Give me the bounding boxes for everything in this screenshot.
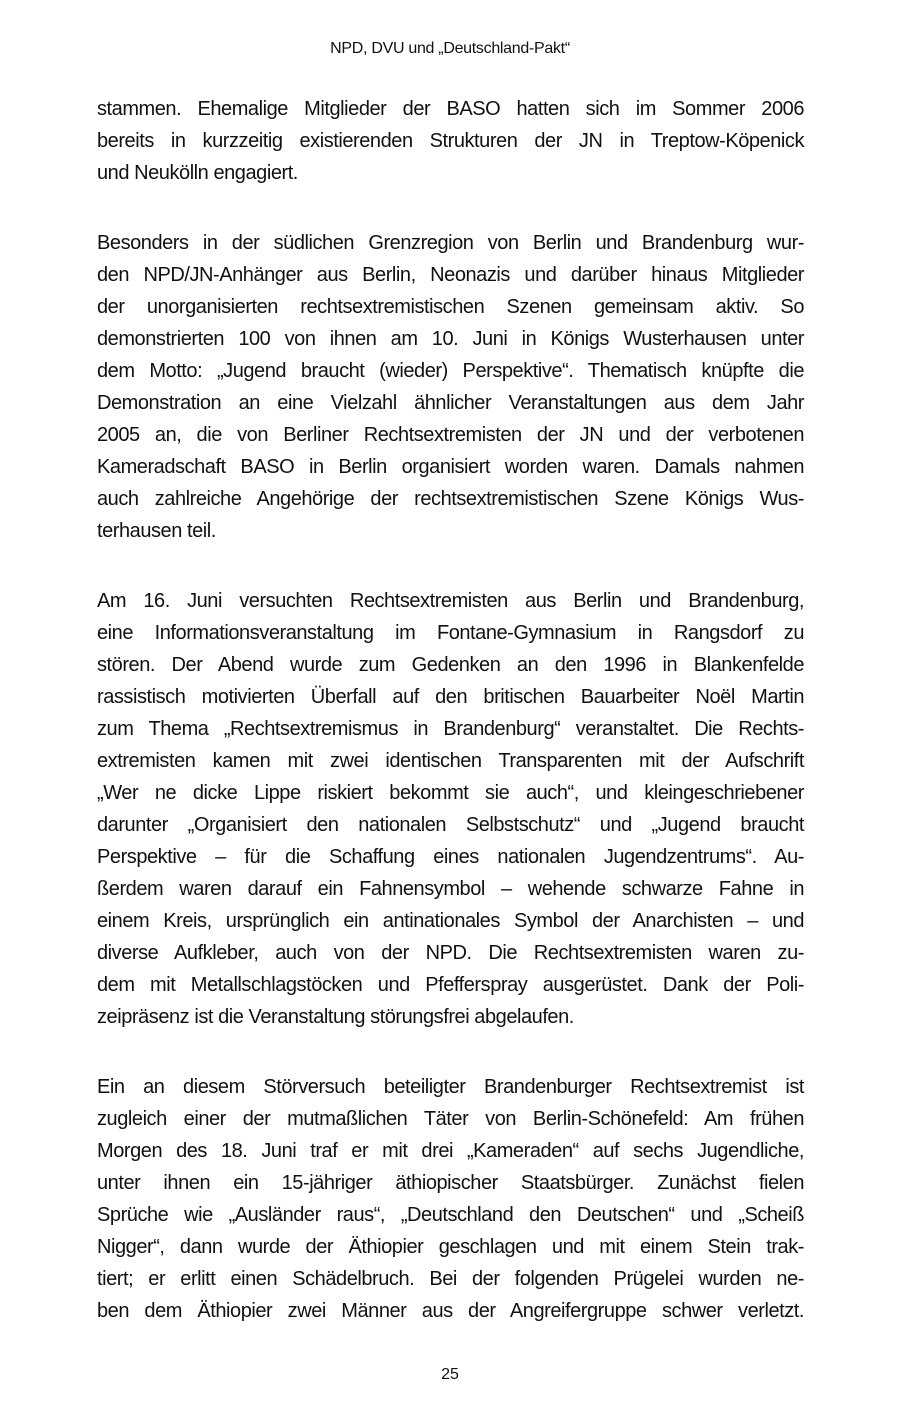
text-line: dem mit Metallschlagstöcken und Pfefferspray ausgerüstet. Dank der Poli- [97, 974, 804, 996]
text-line: dem Motto: „Jugend braucht (wieder) Perspektive“. Thematisch knüpfte die [97, 360, 804, 382]
paragraph [97, 585, 804, 1033]
text-line: diverse Aufkleber, auch von der NPD. Die Rechtsextremisten waren zu- [97, 942, 804, 964]
text-line: stören. Der Abend wurde zum Gedenken an den 1996 in Blankenfelde [97, 654, 804, 676]
text-line: den NPD/JN-Anhänger aus Berlin, Neonazis und darüber hinaus Mitglieder [97, 264, 804, 286]
text-line: darunter „Organisiert den nationalen Selbstschutz“ und „Jugend braucht [97, 814, 804, 836]
text-line: Kameradschaft BASO in Berlin organisiert worden waren. Damals nahmen [97, 456, 804, 478]
text-line: Morgen des 18. Juni traf er mit drei „Kameraden“ auf sechs Jugendliche, [97, 1140, 804, 1162]
text-line: terhausen teil. [97, 520, 216, 542]
text-line: Nigger“, dann wurde der Äthiopier geschlagen und mit einem Stein trak- [97, 1236, 804, 1258]
text-line: demonstrierten 100 von ihnen am 10. Juni in Königs Wusterhausen unter [97, 328, 804, 350]
paragraph [97, 1071, 804, 1327]
text-line: auch zahlreiche Angehörige der rechtsextremistischen Szene Königs Wus- [97, 488, 804, 510]
text-line: stammen. Ehemalige Mitglieder der BASO hatten sich im Sommer 2006 [97, 98, 804, 120]
text-line: 2005 an, die von Berliner Rechtsextremisten der JN und der verbotenen [97, 424, 804, 446]
text-line: Am 16. Juni versuchten Rechtsextremisten aus Berlin und Brandenburg, [97, 590, 804, 612]
text-line: tiert; er erlitt einen Schädelbruch. Bei der folgenden Prügelei wurden ne- [97, 1268, 804, 1290]
text-line: eine Informationsveranstaltung im Fontane-Gymnasium in Rangsdorf zu [97, 622, 804, 644]
text-line: und Neukölln engagiert. [97, 162, 298, 184]
text-line: bereits in kurzzeitig existierenden Strukturen der JN in Treptow-Köpenick [97, 130, 804, 152]
text-line: unter ihnen ein 15-jähriger äthiopischer Staatsbürger. Zunächst fielen [97, 1172, 804, 1194]
page-number: 25 [441, 1366, 459, 1383]
text-line: Perspektive – für die Schaffung eines nationalen Jugendzentrums“. Au- [97, 846, 804, 868]
text-line: Ein an diesem Störversuch beteiligter Brandenburger Rechtsextremist ist [97, 1076, 804, 1098]
text-line: ben dem Äthiopier zwei Männer aus der Angreifergruppe schwer verletzt. [97, 1300, 804, 1322]
text-line: zum Thema „Rechtsextremismus in Brandenburg“ veranstaltet. Die Rechts- [97, 718, 804, 740]
text-line: Demonstration an eine Vielzahl ähnlicher Veranstaltungen aus dem Jahr [97, 392, 804, 414]
text-line: zeipräsenz ist die Veranstaltung störungsfrei abgelaufen. [97, 1006, 574, 1028]
running-header: NPD, DVU und „Deutschland-Pakt“ [330, 40, 570, 57]
text-line: ßerdem waren darauf ein Fahnensymbol – wehende schwarze Fahne in [97, 878, 804, 900]
text-line: Besonders in der südlichen Grenzregion von Berlin und Brandenburg wur- [97, 232, 804, 254]
body-text [97, 93, 804, 1365]
text-line: extremisten kamen mit zwei identischen Transparenten mit der Aufschrift [97, 750, 804, 772]
text-line: der unorganisierten rechtsextremistischen Szenen gemeinsam aktiv. So [97, 296, 804, 318]
text-line: „Wer ne dicke Lippe riskiert bekommt sie auch“, und kleingeschriebener [97, 782, 804, 804]
text-line: Sprüche wie „Ausländer raus“, „Deutschland den Deutschen“ und „Scheiß [97, 1204, 804, 1226]
text-line: rassistisch motivierten Überfall auf den britischen Bauarbeiter Noël Martin [97, 686, 804, 708]
text-line: einem Kreis, ursprünglich ein antinationales Symbol der Anarchisten – und [97, 910, 804, 932]
text-line: zugleich einer der mutmaßlichen Täter von Berlin-Schönefeld: Am frühen [97, 1108, 804, 1130]
paragraph [97, 93, 804, 189]
paragraph [97, 227, 804, 547]
